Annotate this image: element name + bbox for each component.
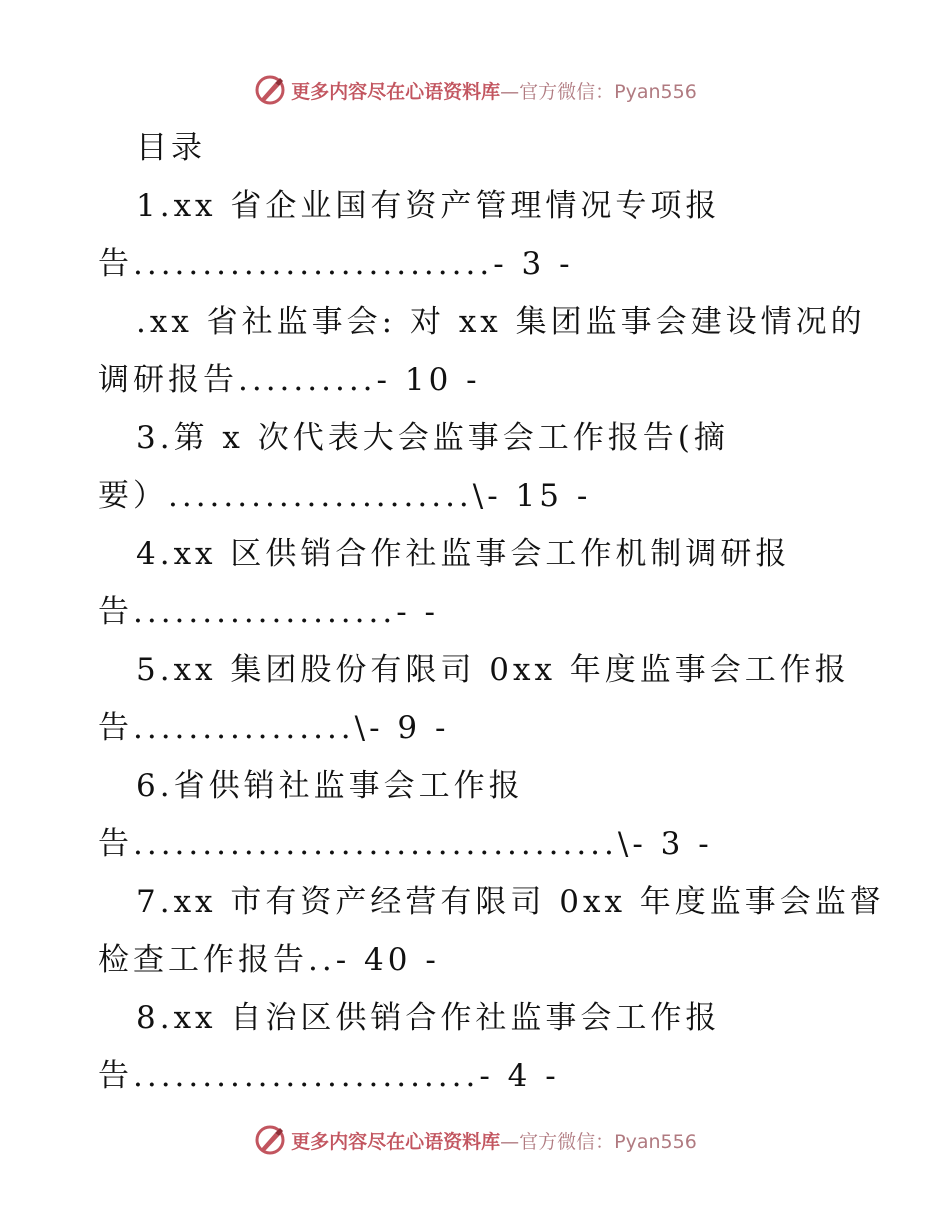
toc-entry-2-line-2: 调研报告..........- 10 - bbox=[98, 362, 481, 398]
toc-entry-8-line-1: 8.xx 自治区供销合作社监事会工作报 bbox=[136, 1000, 721, 1036]
toc-entry-7-line-2: 检查工作报告..- 40 - bbox=[98, 942, 440, 978]
footer-banner bbox=[0, 1120, 950, 1160]
banner-separator: — bbox=[500, 80, 520, 103]
banner-brand: 更多内容尽在心语资料库 bbox=[291, 80, 501, 103]
toc-entry-5-line-2: 告................\- 9 - bbox=[98, 710, 450, 746]
pen-logo-icon bbox=[253, 73, 287, 107]
header-banner bbox=[0, 70, 950, 110]
banner-contact: 官方微信：Pyan556 bbox=[519, 80, 697, 103]
banner-separator: — bbox=[500, 1130, 520, 1153]
banner-brand: 更多内容尽在心语资料库 bbox=[291, 1130, 501, 1153]
banner-contact: 官方微信：Pyan556 bbox=[519, 1130, 697, 1153]
toc-entry-8-line-2: 告.........................- 4 - bbox=[98, 1058, 560, 1094]
toc-entry-1-line-1: 1.xx 省企业国有资产管理情况专项报 bbox=[136, 188, 721, 224]
toc-title: 目录 bbox=[136, 130, 206, 166]
toc-entry-6-line-2: 告...................................\- 3 - bbox=[98, 826, 713, 862]
toc-entry-1-line-2: 告..........................- 3 - bbox=[98, 246, 574, 282]
toc-entry-3-line-1: 3.第 x 次代表大会监事会工作报告(摘 bbox=[136, 420, 729, 456]
banner-text bbox=[291, 77, 697, 104]
toc-entry-3-line-2: 要）......................\- 15 - bbox=[98, 478, 592, 514]
toc-entry-5-line-1: 5.xx 集团股份有限司 0xx 年度监事会工作报 bbox=[136, 652, 850, 688]
toc-entry-4-line-2: 告...................- - bbox=[98, 594, 440, 630]
toc-entry-2-line-1: .xx 省社监事会: 对 xx 集团监事会建设情况的 bbox=[136, 304, 866, 340]
pen-logo-icon bbox=[253, 1123, 287, 1157]
toc-entry-7-line-1: 7.xx 市有资产经营有限司 0xx 年度监事会监督 bbox=[136, 884, 885, 920]
toc-entry-4-line-1: 4.xx 区供销合作社监事会工作机制调研报 bbox=[136, 536, 791, 572]
banner-text bbox=[291, 1127, 697, 1154]
toc-entry-6-line-1: 6.省供销社监事会工作报 bbox=[136, 768, 524, 804]
